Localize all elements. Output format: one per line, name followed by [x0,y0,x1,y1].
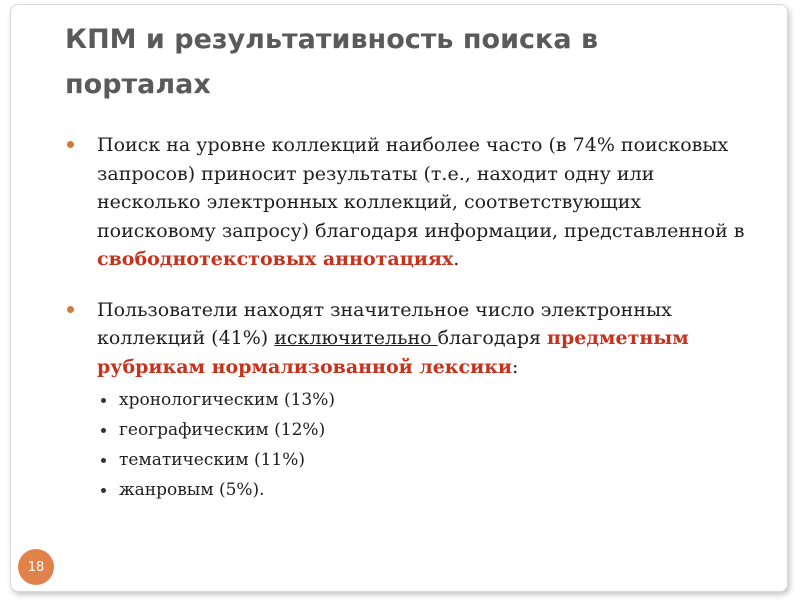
bullet-punctuation: . [453,248,460,270]
sub-item-text: географическим (12%) [119,420,326,440]
sub-item-text: жанровым (5%). [119,480,265,500]
slide-frame [10,4,788,592]
highlight-subject-headings: предметным рубрикам нормализованной лексики [97,327,689,378]
bullet-marker-icon [67,141,74,148]
bullet-text: Пользователи находят значительное число электронных коллекций (41%) [97,298,672,349]
sub-bullet-list [97,385,763,505]
bullet-marker-icon [67,306,74,313]
bullet-punctuation: : [512,355,519,378]
sub-item-text: тематическим (11%) [119,450,306,470]
sub-bullet-marker-icon [101,458,106,463]
underlined-exclusively: исключительно [274,327,438,349]
page-number-badge: 18 [18,549,54,585]
bullet-item-subject-headings [63,296,763,506]
highlight-free-text-annotations: свободнотекстовых аннотациях [97,248,454,270]
sub-item-genre [97,475,763,505]
bullet-text-middle: благодаря [437,327,548,349]
sub-item-thematic [97,445,763,475]
sub-bullet-marker-icon [101,488,106,493]
sub-item-text: хронологическим (13%) [119,390,335,410]
sub-bullet-marker-icon [101,428,106,433]
bullet-list [63,131,763,505]
bullet-text: Поиск на уровне коллекций наиболее часто (в 74% поисковых запросов) приносит результаты (т.е., находит одну или несколько электронных коллекций, соответствующих поисковому запросу) благодаря информации, представленной в [97,134,745,242]
sub-item-chronological [97,385,763,415]
sub-bullet-marker-icon [101,398,106,403]
sub-item-geographic [97,415,763,445]
slide-title: КПМ и результативность поиска в порталах [65,24,599,100]
bullet-item-collections-search [63,131,763,274]
